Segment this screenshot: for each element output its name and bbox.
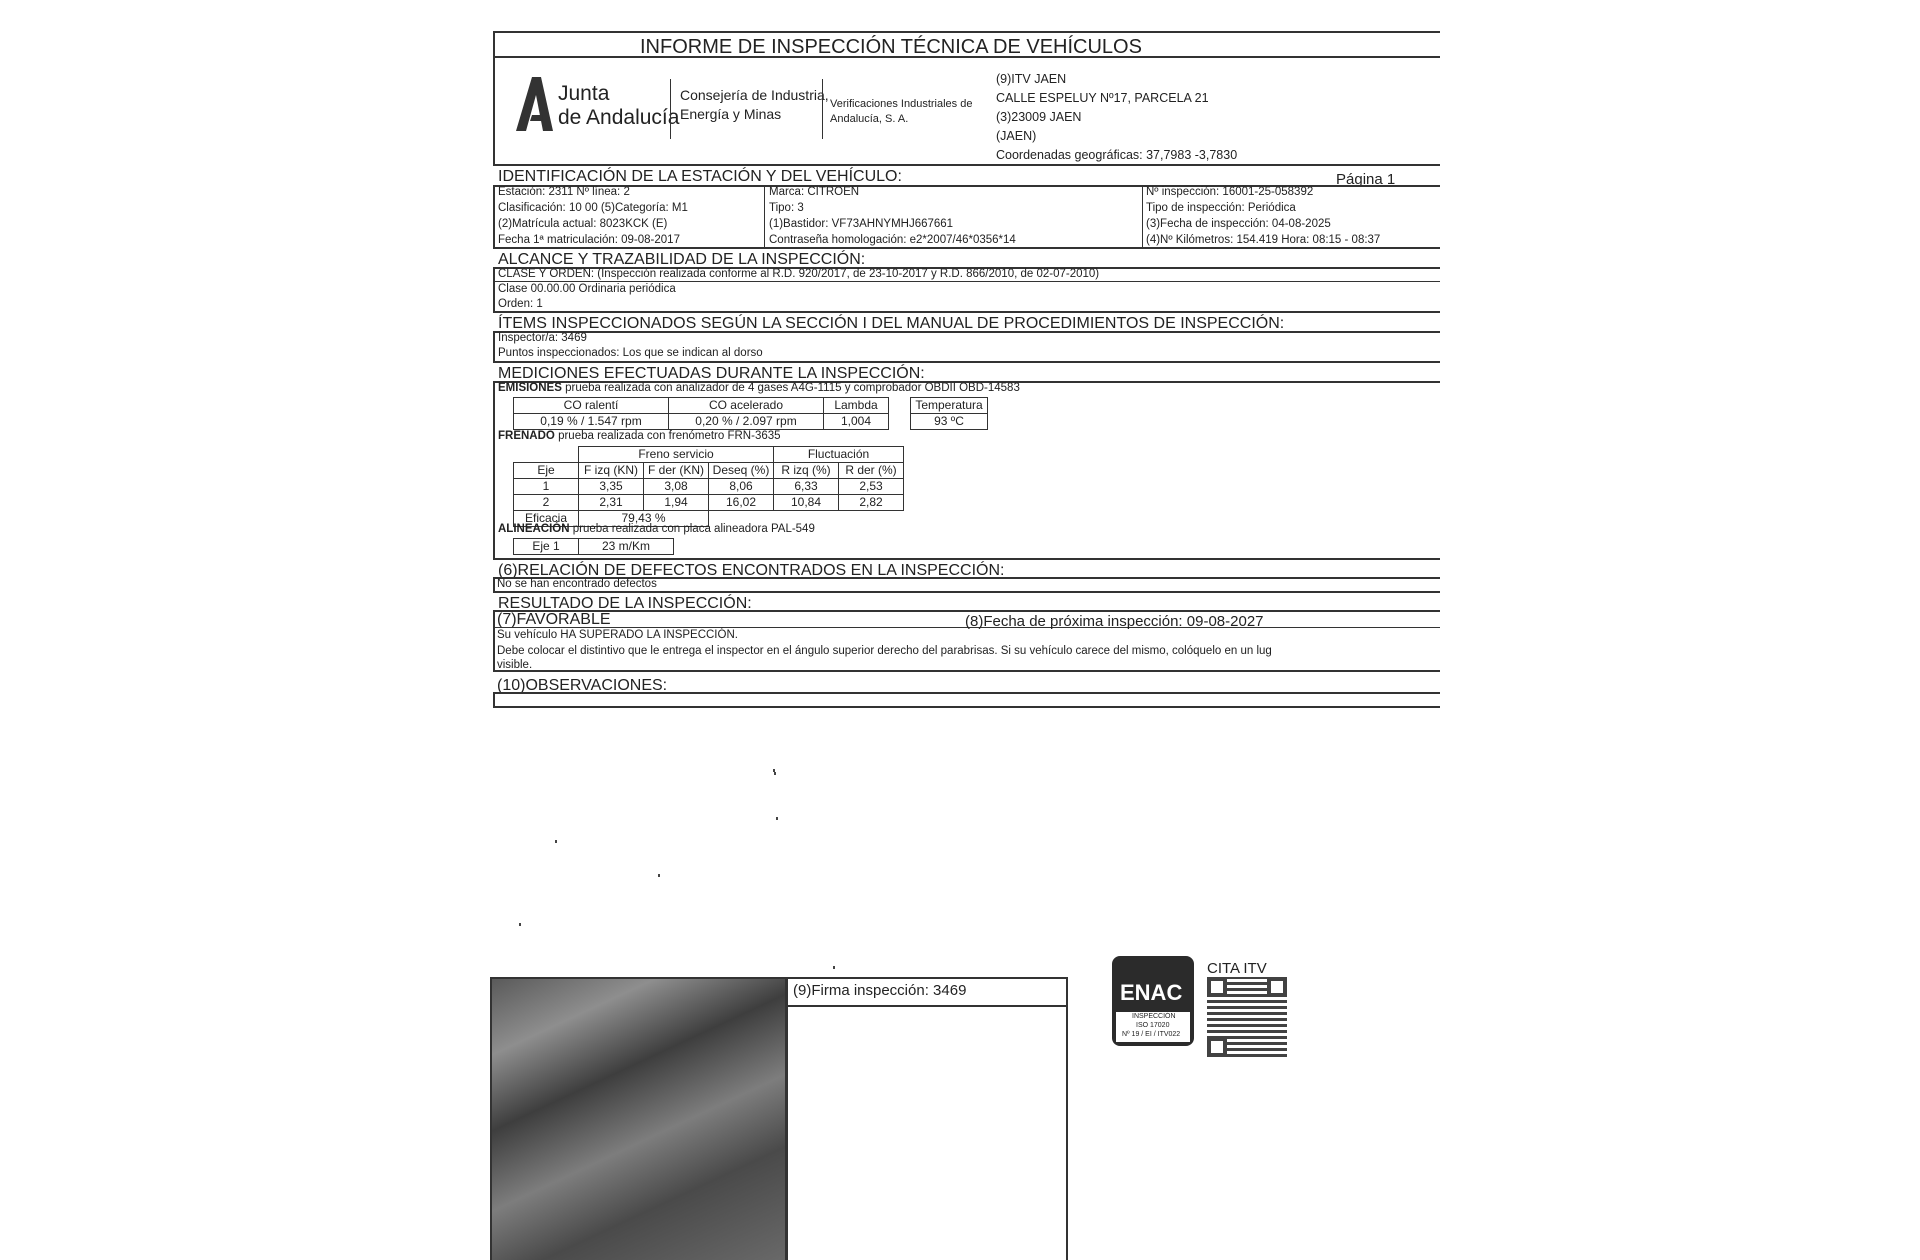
verif-line-2: Andalucía, S. A. <box>830 113 909 125</box>
consejeria-line-2: Energía y Minas <box>680 106 782 122</box>
id-station: Estación: 2311 Nº línea: 2 <box>498 186 630 198</box>
brake-row2-f-right: 1,94 <box>644 495 709 511</box>
scan-speck <box>519 923 521 926</box>
emissions-line <box>498 382 1020 394</box>
id-vin: (1)Bastidor: VF73AHNYMHJ667661 <box>769 218 954 230</box>
brake-group-service: Freno servicio <box>579 447 774 463</box>
emissions-header-co-idle: CO ralentí <box>514 398 669 414</box>
emissions-label: EMISIONES <box>498 382 562 394</box>
items-heading: ÍTEMS INSPECCIONADOS SEGÚN LA SECCIÓN I DEL MANUAL DE PROCEDIMIENTOS DE INSPECCIÓN: <box>498 315 1285 332</box>
enac-logo-icon <box>1112 956 1194 1046</box>
result-heading: RESULTADO DE LA INSPECCIÓN: <box>498 595 752 612</box>
report-title: INFORME DE INSPECCIÓN TÉCNICA DE VEHÍCULOS <box>640 36 1142 58</box>
items-inspector: Inspector/a: 3469 <box>498 332 587 344</box>
brake-row1-r-left: 6,33 <box>774 479 839 495</box>
junta-andalucia-logo-icon <box>513 75 555 133</box>
signature-label: (9)Firma inspección: 3469 <box>793 982 967 999</box>
alignment-description: prueba realizada con placa alineadora PAL-549 <box>569 523 815 535</box>
id-inspection-type: Tipo de inspección: Periódica <box>1146 202 1296 214</box>
emissions-value-co-accel: 0,20 % / 2.097 rpm <box>669 414 824 430</box>
verif-divider <box>822 79 823 139</box>
id-first-registration: Fecha 1ª matriculación: 09-08-2017 <box>498 234 680 246</box>
brake-row1-f-left: 3,35 <box>579 479 644 495</box>
brake-line <box>498 430 781 442</box>
brake-row2-axle: 2 <box>514 495 579 511</box>
station-name: (9)ITV JAEN <box>996 72 1067 86</box>
scope-class-order: CLASE Y ORDEN: (Inspección realizada conforme al R.D. 920/2017, de 23-10-2017 y R.D. 866/2010, de 02-07-2010) <box>498 268 1100 280</box>
result-instruction-2: visible. <box>497 659 533 671</box>
brake-header-f-right: F der (KN) <box>644 463 709 479</box>
emissions-value-co-idle: 0,19 % / 1.547 rpm <box>514 414 669 430</box>
brake-description: prueba realizada con frenómetro FRN-3635 <box>554 430 781 442</box>
id-inspection-date: (3)Fecha de inspección: 04-08-2025 <box>1146 218 1331 230</box>
brake-row1-r-right: 2,53 <box>839 479 904 495</box>
identification-heading: IDENTIFICACIÓN DE LA ESTACIÓN Y DEL VEHÍCULO: <box>498 168 902 185</box>
enac-small-1: INSPECCIÓN <box>1132 1013 1176 1020</box>
emissions-header-co-accel: CO acelerado <box>669 398 824 414</box>
qr-finder-icon <box>1207 1037 1227 1057</box>
scope-order: Orden: 1 <box>498 298 543 310</box>
logo-divider <box>670 79 671 139</box>
result-passed: Su vehículo HA SUPERADO LA INSPECCIÓN. <box>497 629 738 641</box>
scope-class: Clase 00.00.00 Ordinaria periódica <box>498 283 676 295</box>
table-row <box>514 479 904 495</box>
alignment-axle: Eje 1 <box>514 539 579 555</box>
station-province: (JAEN) <box>996 129 1037 143</box>
emissions-table <box>513 397 889 430</box>
cita-itv-label: CITA ITV <box>1207 960 1267 977</box>
id-plate: (2)Matrícula actual: 8023KCK (E) <box>498 218 668 230</box>
brake-row2-f-left: 2,31 <box>579 495 644 511</box>
measurements-heading: MEDICIONES EFECTUADAS DURANTE LA INSPECCIÓN: <box>498 365 925 382</box>
brake-row2-imbalance: 16,02 <box>709 495 774 511</box>
identification-col-divider-1 <box>764 185 765 249</box>
scan-speck <box>555 840 557 843</box>
result-next-date: (8)Fecha de próxima inspección: 09-08-2027 <box>965 613 1264 630</box>
temperature-value: 93 ºC <box>911 414 988 430</box>
brake-header-axle: Eje <box>514 463 579 479</box>
alignment-table <box>513 538 674 555</box>
station-postal: (3)23009 JAEN <box>996 110 1082 124</box>
scope-row-divider <box>493 281 1440 282</box>
enac-small-2: ISO 17020 <box>1136 1022 1170 1029</box>
scan-speck <box>658 874 660 877</box>
id-kilometers: (4)Nº Kilómetros: 154.419 Hora: 08:15 - 08:37 <box>1146 234 1381 246</box>
footer-photo <box>490 977 787 1260</box>
enac-small-3: Nº 19 / EI / ITV022 <box>1122 1031 1181 1038</box>
brake-label: FRENADO <box>498 430 555 442</box>
brake-row2-r-left: 10,84 <box>774 495 839 511</box>
page-number: Página 1 <box>1336 171 1396 188</box>
observations-box <box>493 692 1440 708</box>
observations-heading: (10)OBSERVACIONES: <box>497 677 668 694</box>
station-coords: Coordenadas geográficas: 37,7983 -3,7830 <box>996 148 1238 162</box>
brake-row1-imbalance: 8,06 <box>709 479 774 495</box>
id-homologation: Contraseña homologación: e2*2007/46*0356*14 <box>769 234 1016 246</box>
scan-speck <box>776 817 778 820</box>
identification-col-divider-2 <box>1142 185 1143 249</box>
brake-header-f-left: F izq (KN) <box>579 463 644 479</box>
scan-speck <box>774 772 776 775</box>
id-make: Marca: CITROEN <box>769 186 860 198</box>
qr-finder-icon <box>1207 977 1227 997</box>
defects-text: No se han encontrado defectos <box>497 578 657 590</box>
id-inspection-number: Nº inspección: 16001-25-058392 <box>1146 186 1314 198</box>
temperature-table <box>910 397 988 430</box>
brake-group-fluctuation: Fluctuación <box>774 447 904 463</box>
logo-line-1: Junta <box>558 82 610 105</box>
efficiency-label: Eficacia <box>514 511 579 527</box>
emissions-header-lambda: Lambda <box>824 398 889 414</box>
table-row <box>514 495 904 511</box>
brake-header-imbalance: Deseq (%) <box>709 463 774 479</box>
scan-speck <box>833 966 835 969</box>
id-classification: Clasificación: 10 00 (5)Categoría: M1 <box>498 202 688 214</box>
temperature-header: Temperatura <box>911 398 988 414</box>
scope-heading: ALCANCE Y TRAZABILIDAD DE LA INSPECCIÓN: <box>498 251 866 268</box>
brake-header-r-left: R izq (%) <box>774 463 839 479</box>
result-instruction-1: Debe colocar el distintivo que le entrega el inspector en el ángulo superior derecho del parabrisas. Si su vehículo carece del mismo, colóquelo en un lug <box>497 645 1272 657</box>
brake-row1-f-right: 3,08 <box>644 479 709 495</box>
emissions-value-lambda: 1,004 <box>824 414 889 430</box>
consejeria-line-1: Consejería de Industria, <box>680 87 829 103</box>
efficiency-value: 79,43 % <box>579 511 709 527</box>
items-points: Puntos inspeccionados: Los que se indican al dorso <box>498 347 763 359</box>
result-verdict: (7)FAVORABLE <box>497 611 611 628</box>
brake-corner <box>514 447 579 463</box>
enac-text: ENAC <box>1120 980 1183 1005</box>
logo-line-2: de Andalucía <box>558 106 680 129</box>
qr-finder-icon <box>1267 977 1287 997</box>
alignment-label: ALINEACIÓN <box>498 523 570 535</box>
brake-row1-axle: 1 <box>514 479 579 495</box>
brake-header-r-right: R der (%) <box>839 463 904 479</box>
station-street: CALLE ESPELUY Nº17, PARCELA 21 <box>996 91 1209 105</box>
alignment-line <box>498 523 815 535</box>
qr-code-icon <box>1207 977 1287 1057</box>
signature-area <box>786 1005 1068 1260</box>
verif-line-1: Verificaciones Industriales de <box>830 98 973 110</box>
brake-row2-r-right: 2,82 <box>839 495 904 511</box>
alignment-value: 23 m/Km <box>579 539 674 555</box>
brake-table <box>513 446 904 527</box>
defects-heading: (6)RELACIÓN DE DEFECTOS ENCONTRADOS EN LA INSPECCIÓN: <box>498 562 1005 579</box>
emissions-description: prueba realizada con analizador de 4 gases A4G-1115 y comprobador OBDII OBD-14583 <box>561 382 1020 394</box>
id-type: Tipo: 3 <box>769 202 804 214</box>
inspection-report <box>488 31 1440 1260</box>
